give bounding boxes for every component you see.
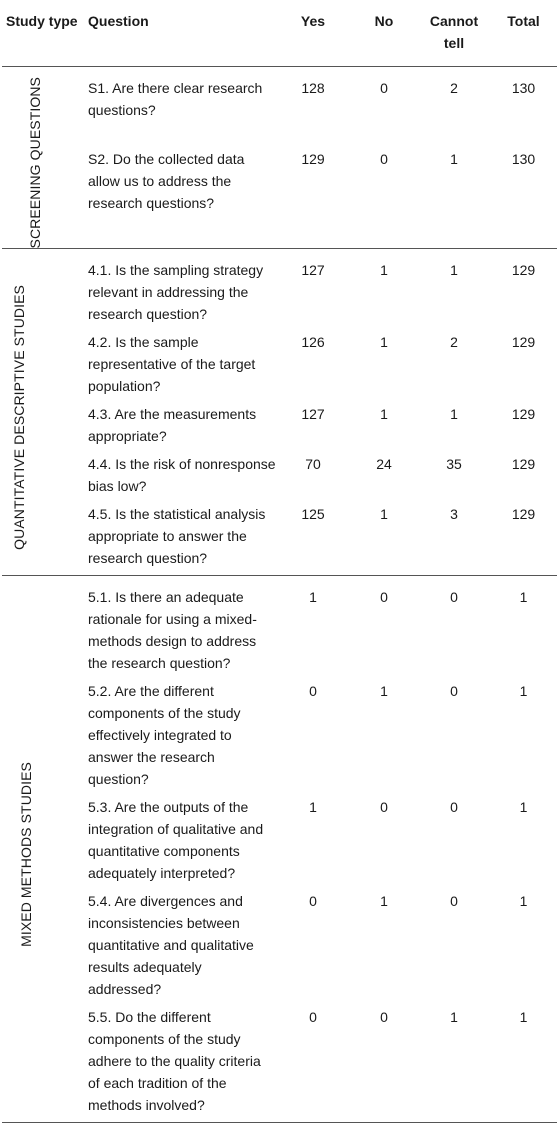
question-cell: S1. Are there clear research questions? (88, 80, 263, 118)
no-cell: 24 (376, 456, 392, 473)
total-cell: 129 (490, 500, 557, 576)
no-cell: 1 (380, 893, 388, 910)
cannot-tell-cell: 0 (450, 683, 458, 700)
yes-cell: 127 (301, 262, 325, 279)
total-cell: 129 (511, 406, 536, 423)
no-cell: 0 (380, 80, 388, 96)
header-study-type: Study type (2, 0, 82, 67)
yes-cell: 70 (305, 456, 321, 473)
total-cell: 129 (511, 334, 536, 351)
question-cell: 5.2. Are the different components of the study effectively integrated to answer the research question? (88, 683, 241, 788)
table-row (2, 328, 557, 400)
table-row (2, 500, 557, 576)
cannot-tell-cell: 0 (450, 893, 458, 910)
table-body (2, 67, 557, 1123)
question-cell: 4.2. Is the sample representative of the target population? (88, 334, 256, 395)
no-cell: 1 (380, 683, 388, 700)
cannot-tell-cell: 2 (450, 334, 458, 351)
header-cannot-tell: Cannot tell (418, 0, 490, 67)
yes-cell: 125 (282, 500, 350, 576)
header-question: Question (82, 0, 282, 67)
study-type-label: MIXED METHODS STUDIES (18, 762, 34, 947)
cannot-tell-cell: 1 (418, 145, 490, 249)
total-cell: 1 (519, 683, 528, 700)
yes-cell: 126 (301, 334, 325, 351)
table-row (2, 576, 557, 678)
no-cell: 0 (350, 145, 418, 249)
table-row (2, 887, 557, 1003)
question-cell: 5.3. Are the outputs of the integration of qualitative and quantitative components adequately interpreted? (88, 799, 264, 882)
table-row (2, 249, 557, 329)
no-cell: 0 (380, 799, 388, 816)
question-cell: 4.4. Is the risk of nonresponse bias low? (88, 456, 276, 495)
no-cell: 1 (350, 500, 418, 576)
no-cell: 1 (380, 406, 388, 423)
no-cell: 1 (380, 334, 388, 351)
yes-cell: 128 (301, 80, 325, 96)
cannot-tell-cell: 2 (450, 80, 458, 96)
total-cell: 1 (490, 1003, 557, 1123)
table-row (2, 145, 557, 249)
table-row (2, 677, 557, 793)
yes-cell: 129 (282, 145, 350, 249)
cannot-tell-cell: 3 (418, 500, 490, 576)
header-no: No (350, 0, 418, 67)
yes-cell: 1 (309, 799, 317, 816)
table-row (2, 400, 557, 450)
table-row (2, 1003, 557, 1123)
question-cell: 5.1. Is there an adequate rationale for using a mixed-methods design to address the research question? (88, 589, 257, 672)
table-row (2, 67, 557, 146)
cannot-tell-cell: 1 (418, 1003, 490, 1123)
yes-cell: 127 (301, 406, 325, 423)
cannot-tell-cell: 35 (446, 456, 462, 473)
no-cell: 0 (380, 589, 388, 606)
table-row (2, 450, 557, 500)
total-cell: 130 (511, 80, 536, 96)
question-cell: 5.5. Do the different components of the study adhere to the quality criteria of each tradition of the methods involved? (82, 1003, 282, 1123)
question-cell: 4.5. Is the statistical analysis appropriate to answer the research question? (82, 500, 282, 576)
total-cell: 130 (490, 145, 557, 249)
question-cell: 5.4. Are divergences and inconsistencies between quantitative and qualitative results adequately addressed? (88, 893, 254, 998)
total-cell: 1 (519, 893, 528, 910)
no-cell: 1 (380, 262, 388, 279)
cannot-tell-cell: 1 (450, 262, 458, 279)
study-type-cell (2, 67, 82, 249)
header-row (2, 0, 557, 67)
yes-cell: 0 (309, 893, 317, 910)
question-cell: 4.1. Is the sampling strategy relevant in addressing the research question? (88, 262, 264, 323)
header-yes: Yes (282, 0, 350, 67)
cannot-tell-cell: 0 (450, 799, 458, 816)
total-cell: 129 (511, 456, 536, 473)
question-cell: S2. Do the collected data allow us to address the research questions? (82, 145, 282, 249)
yes-cell: 1 (309, 589, 317, 606)
total-cell: 1 (519, 589, 528, 606)
yes-cell: 0 (309, 683, 317, 700)
yes-cell: 0 (282, 1003, 350, 1123)
question-cell: 4.3. Are the measurements appropriate? (88, 406, 257, 445)
study-type-cell (2, 249, 82, 576)
study-type-cell (2, 576, 82, 1123)
table-row (2, 793, 557, 887)
cannot-tell-cell: 0 (450, 589, 458, 606)
cannot-tell-cell: 1 (450, 406, 458, 423)
header-total: Total (490, 0, 557, 67)
total-cell: 1 (519, 799, 528, 816)
no-cell: 0 (350, 1003, 418, 1123)
quality-assessment-table (2, 0, 557, 1123)
total-cell: 129 (511, 262, 536, 279)
study-type-label: QUANTITATIVE DESCRIPTIVE STUDIES (11, 285, 27, 550)
study-type-label: SCREENING QUESTIONS (27, 77, 43, 249)
